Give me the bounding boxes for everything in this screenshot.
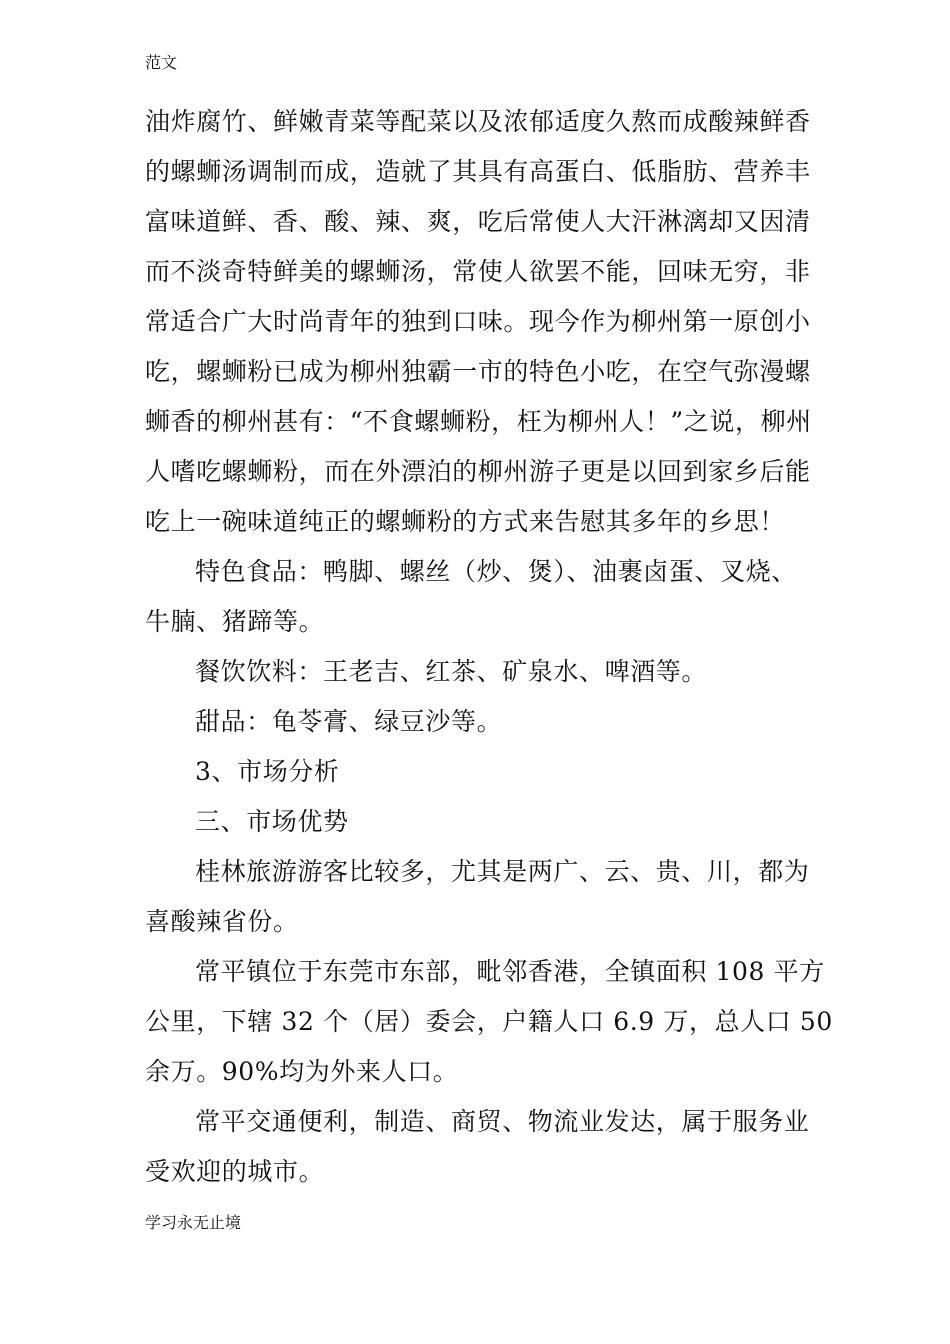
page-header: 范文: [145, 53, 178, 72]
paragraph: [145, 747, 807, 797]
text-line: 牛腩、猪蹄等。: [145, 607, 325, 636]
text-line: 桂林旅游游客比较多，尤其是两广、云、贵、川，都为: [195, 857, 810, 886]
text-line: 甜品：龟苓膏、绿豆沙等。: [195, 707, 503, 736]
paragraph: [145, 947, 833, 1097]
paragraph: [145, 647, 807, 697]
paragraph: [145, 547, 807, 647]
text-line: 常平交通便利，制造、商贸、物流业发达，属于服务业: [195, 1107, 810, 1136]
text-line: 余万。90%均为外来人口。: [145, 1057, 459, 1086]
paragraph: [145, 1097, 810, 1197]
document-body: [145, 97, 833, 1197]
text-line: 富味道鲜、香、酸、辣、爽，吃后常使人大汗淋漓却又因清: [145, 207, 811, 236]
text-line: 人嗜吃螺蛳粉，而在外漂泊的柳州游子更是以回到家乡后能: [145, 457, 811, 486]
text-line: 吃，螺蛳粉已成为柳州独霸一市的特色小吃，在空气弥漫螺: [145, 357, 811, 386]
text-line: 受欢迎的城市。: [145, 1157, 325, 1186]
paragraph: [145, 797, 807, 847]
paragraph: [145, 847, 810, 947]
text-line: 蛳香的柳州甚有：“不食螺蛳粉，枉为柳州人！”之说，柳州: [145, 407, 812, 436]
text-line: 3、市场分析: [195, 757, 340, 786]
text-line: 的螺蛳汤调制而成，造就了其具有高蛋白、低脂肪、营养丰: [145, 157, 811, 186]
paragraph: [145, 697, 807, 747]
text-line: 公里，下辖 32 个（居）委会，户籍人口 6.9 万，总人口 50: [145, 1007, 833, 1036]
text-line: 吃上一碗味道纯正的螺蛳粉的方式来告慰其多年的乡思！: [145, 507, 786, 536]
text-line: 餐饮饮料：王老吉、红茶、矿泉水、啤酒等。: [195, 657, 708, 686]
text-line: 特色食品：鸭脚、螺丝（炒、煲）、油裹卤蛋、叉烧、: [195, 557, 797, 586]
paragraph: [145, 97, 812, 547]
page-footer: 学习永无止境: [145, 1213, 242, 1232]
text-line: 而不淡奇特鲜美的螺蛳汤，常使人欲罢不能，回味无穷，非: [145, 257, 811, 286]
text-line: 喜酸辣省份。: [145, 907, 299, 936]
text-line: 常适合广大时尚青年的独到口味。现今作为柳州第一原创小: [145, 307, 811, 336]
text-line: 常平镇位于东莞市东部，毗邻香港，全镇面积 108 平方: [195, 957, 825, 986]
text-line: 油炸腐竹、鲜嫩青菜等配菜以及浓郁适度久熬而成酸辣鲜香: [145, 107, 811, 136]
text-line: 三、市场优势: [195, 807, 349, 836]
